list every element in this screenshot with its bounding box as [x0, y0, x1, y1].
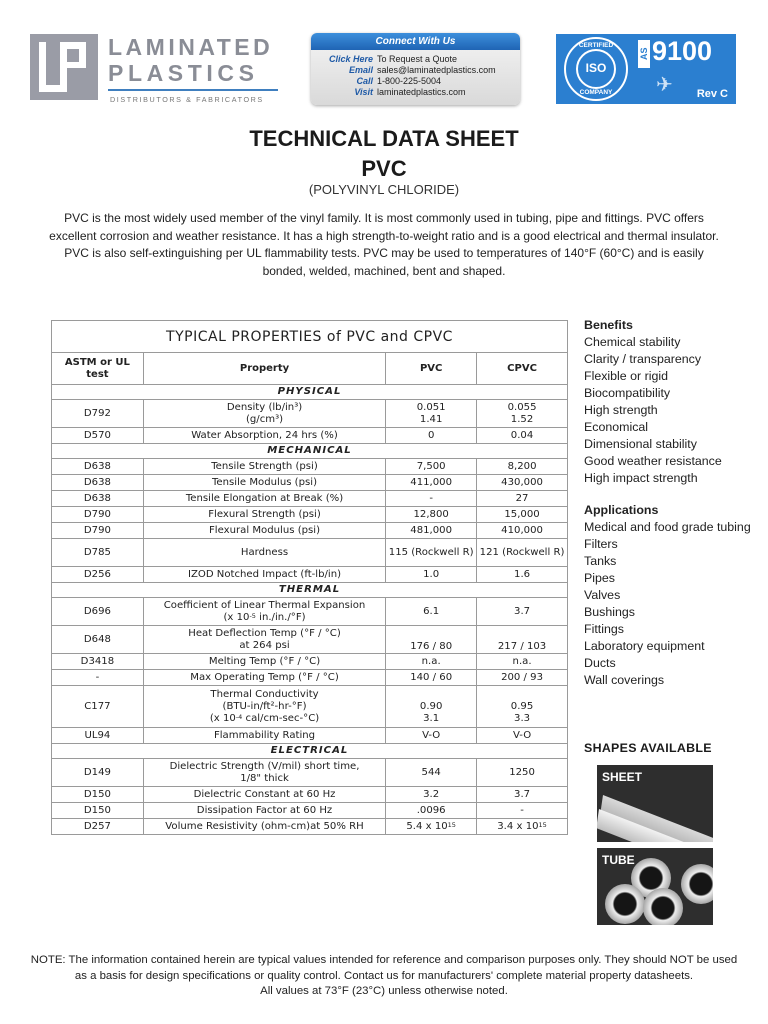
- shapes-available-title: SHAPES AVAILABLE: [584, 741, 712, 755]
- table-row: D638 Tensile Elongation at Break (%) - 27: [52, 491, 568, 507]
- list-item: Clarity / transparency: [584, 352, 702, 366]
- table-row: D785 Hardness 115 (Rockwell R) 121 (Rockwell R): [52, 539, 568, 567]
- table-row: D790 Flexural Modulus (psi) 481,000 410,000: [52, 523, 568, 539]
- logo-word-laminated: LAMINATED: [108, 34, 274, 60]
- table-row: D648 Heat Deflection Temp (°F / °C) at 264 psi 176 / 80 217 / 103: [52, 626, 568, 654]
- logo-divider: [108, 89, 278, 91]
- table-row: - Max Operating Temp (°F / °C) 140 / 60 200 / 93: [52, 670, 568, 686]
- connect-row-visit[interactable]: [311, 87, 520, 98]
- list-item: Laboratory equipment: [584, 639, 705, 653]
- list-item: Medical and food grade tubing: [584, 520, 751, 534]
- table-row: D150 Dissipation Factor at 60 Hz .0096 -: [52, 803, 568, 819]
- table-row: D696 Coefficient of Linear Thermal Expansion (x $10^{-5}$ in./in./°F) 6.1 3.7: [52, 598, 568, 626]
- list-item: Bushings: [584, 605, 635, 619]
- benefits-title: Benefits: [584, 318, 633, 332]
- applications-title: Applications: [584, 503, 659, 517]
- connect-title: Connect With Us: [311, 33, 520, 50]
- col-header-cpvc: CPVC: [477, 353, 568, 385]
- email-link[interactable]: sales@laminatedplastics.com: [377, 65, 496, 75]
- applications-list: [584, 502, 754, 689]
- list-item: Fittings: [584, 622, 624, 636]
- as-label: AS: [638, 40, 650, 68]
- col-header-pvc: PVC: [386, 353, 477, 385]
- logo-word-plastics: PLASTICS: [108, 60, 259, 86]
- list-item: Flexible or rigid: [584, 369, 669, 383]
- sheet-shape-image[interactable]: [597, 765, 713, 842]
- section-electrical: ELECTRICAL: [52, 744, 568, 759]
- connect-label: Visit: [354, 87, 373, 97]
- table-caption: TYPICAL PROPERTIES of PVC and CPVC: [52, 321, 568, 353]
- list-item: Chemical stability: [584, 335, 681, 349]
- section-thermal: THERMAL: [52, 583, 568, 598]
- list-item: Dimensional stability: [584, 437, 697, 451]
- certification-badge: [556, 34, 736, 104]
- table-row: D638 Tensile Strength (psi) 7,500 8,200: [52, 459, 568, 475]
- col-header-property: Property: [143, 353, 385, 385]
- logo-tagline: DISTRIBUTORS & FABRICATORS: [110, 95, 264, 104]
- list-item: Economical: [584, 420, 649, 434]
- page-title: TECHNICAL DATA SHEET: [249, 126, 519, 151]
- material-full-name: (POLYVINYL CHLORIDE): [308, 182, 460, 197]
- table-row: D256 IZOD Notched Impact (ft-lb/in) 1.0 1.6: [52, 567, 568, 583]
- tube-icon: [643, 888, 683, 925]
- list-item: Biocompatibility: [584, 386, 671, 400]
- section-physical: PHYSICAL: [52, 385, 568, 400]
- list-item: High impact strength: [584, 471, 698, 485]
- connect-row-email[interactable]: [311, 65, 520, 76]
- website-link[interactable]: laminatedplastics.com: [377, 87, 466, 97]
- lp-logo-mark: [30, 34, 98, 100]
- table-row: D570 Water Absorption, 24 hrs (%) 0 0.04: [52, 428, 568, 444]
- connect-row-quote[interactable]: [311, 54, 520, 65]
- list-item: Tanks: [584, 554, 617, 568]
- list-item: Good weather resistance: [584, 454, 722, 468]
- table-row: D149 Dielectric Strength (V/mil) short time, 1/8" thick 544 1250: [52, 759, 568, 787]
- material-name: PVC: [361, 156, 407, 181]
- table-row: D638 Tensile Modulus (psi) 411,000 430,000: [52, 475, 568, 491]
- table-row: D257 Volume Resistivity (ohm-cm)at 50% RH 5.4 x $10^{15}$ 3.4 x $10^{15}$: [52, 819, 568, 835]
- company-logo[interactable]: [30, 34, 282, 104]
- table-row: C177 Thermal Conductivity (BTU-in/ft²-hr-°F) (x $10^{-4}$ cal/cm-sec-°C) 0.90 3.1 0.95 3.3: [52, 686, 568, 728]
- col-header-test: ASTM or UL test: [52, 353, 144, 385]
- table-row: D3418 Melting Temp (°F / °C) n.a. n.a.: [52, 654, 568, 670]
- properties-table: [51, 320, 568, 835]
- list-item: Pipes: [584, 571, 615, 585]
- table-row: UL94 Flammability Rating V-O V-O: [52, 728, 568, 744]
- table-row: D150 Dielectric Constant at 60 Hz 3.2 3.7: [52, 787, 568, 803]
- request-quote-link[interactable]: To Request a Quote: [377, 54, 458, 64]
- sheet-label: SHEET: [602, 770, 643, 784]
- table-row: D790 Flexural Strength (psi) 12,800 15,000: [52, 507, 568, 523]
- phone-link[interactable]: 1-800-225-5004: [377, 76, 442, 86]
- benefits-list: [584, 317, 754, 487]
- table-row: D792 Density (lb/in³) (g/cm³) 0.051 1.41 0.055 1.52: [52, 400, 568, 428]
- tube-icon: [605, 884, 645, 924]
- as9100-number: 9100: [652, 36, 713, 66]
- revision-label: Rev C: [696, 88, 728, 100]
- section-mechanical: MECHANICAL: [52, 444, 568, 459]
- tube-label: TUBE: [602, 853, 635, 867]
- connect-label: Call: [356, 76, 373, 86]
- list-item: High strength: [584, 403, 658, 417]
- page-header: [0, 0, 768, 112]
- intro-paragraph: PVC is the most widely used member of the vinyl family. It is most commonly used in tubing, pipe and fittings. PVC offers excellent corrosion and weather resistance. It has a high strength-to-weight ratio and is a good electrical and thermal insulator. PVC is also self-extinguishing per UL flammability tests. PVC may be used to temperatures of 140°F (60°C) and is easily bonded, welded, machined, bent and shaped.: [49, 211, 719, 278]
- list-item: Wall coverings: [584, 673, 665, 687]
- connect-with-us-box: [311, 33, 520, 105]
- disclaimer-note: NOTE: The information contained herein are typical values intended for reference and comparison purposes only. They should NOT be used as a basis for design specifications or quality control. Contact us for manufacturers' complete material property datasheets. All values at 73°F (23°C) unless otherwise noted.: [30, 954, 738, 997]
- connect-label: Email: [348, 65, 373, 75]
- tube-icon: [681, 864, 713, 904]
- connect-label: Click Here: [328, 54, 373, 64]
- iso-seal-icon: CERTIFIED ISO COMPANY: [564, 37, 628, 101]
- airplane-icon: ✈: [656, 74, 673, 96]
- list-item: Valves: [584, 588, 621, 602]
- tube-shape-image[interactable]: [597, 848, 713, 925]
- connect-row-call[interactable]: [311, 76, 520, 87]
- list-item: Ducts: [584, 656, 616, 670]
- list-item: Filters: [584, 537, 618, 551]
